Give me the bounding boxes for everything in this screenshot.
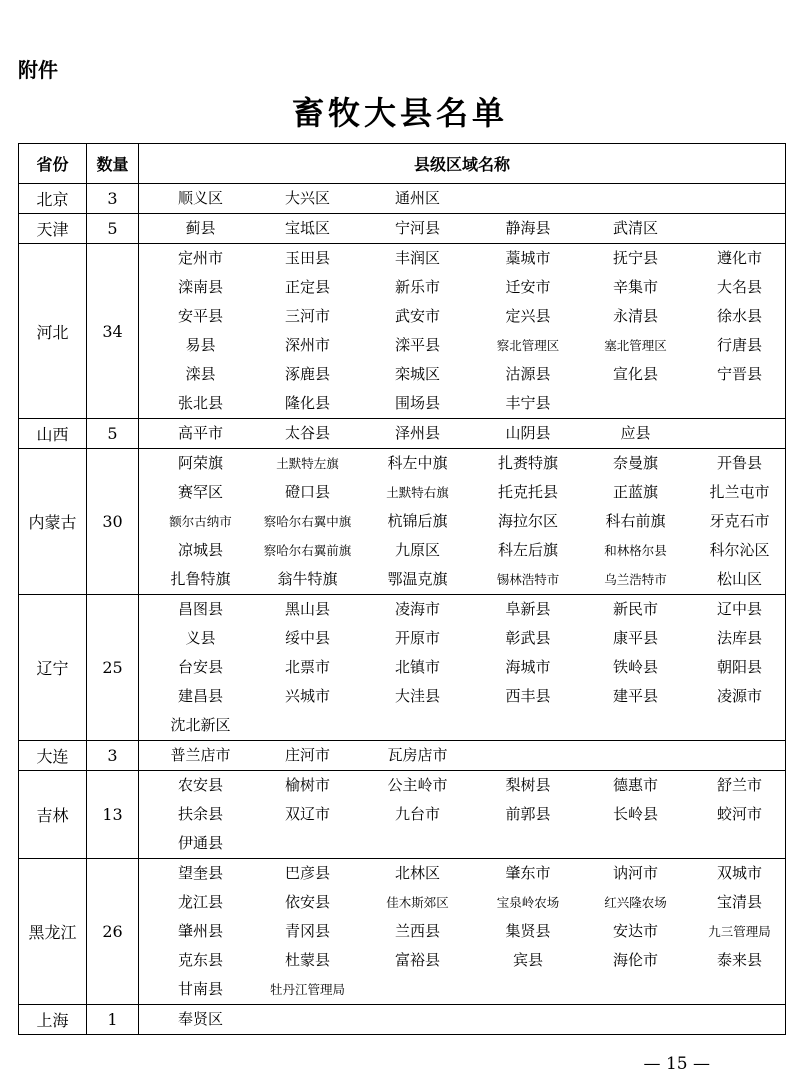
table-row <box>19 449 786 595</box>
county-name: 肇州县 <box>177 922 223 940</box>
county-name: 富裕县 <box>394 951 440 969</box>
count-cell: 3 <box>87 184 139 214</box>
county-name: 阿荣旗 <box>177 454 223 472</box>
county-name: 大洼县 <box>394 687 440 705</box>
county-name: 集贤县 <box>505 922 551 940</box>
county-name: 宝清县 <box>716 893 762 911</box>
county-name: 正蓝旗 <box>612 483 658 501</box>
county-name: 宾县 <box>512 951 543 969</box>
county-name: 宁河县 <box>394 219 440 237</box>
county-name: 藁城市 <box>505 249 551 267</box>
county-name: 康平县 <box>612 629 658 647</box>
county-name: 昌图县 <box>177 600 223 618</box>
county-name: 太谷县 <box>284 424 330 442</box>
county-name: 滦县 <box>185 365 216 383</box>
county-name: 长岭县 <box>612 805 658 823</box>
county-name: 额尔古纳市 <box>169 514 232 529</box>
county-name: 双辽市 <box>284 805 330 823</box>
county-name: 静海县 <box>505 219 551 237</box>
county-name: 建昌县 <box>177 687 223 705</box>
county-name: 辛集市 <box>612 278 658 296</box>
county-name: 涿鹿县 <box>284 365 330 383</box>
province-cell: 大连 <box>19 741 87 771</box>
county-names-cell <box>139 184 786 214</box>
county-grid <box>147 771 781 858</box>
county-name: 高平市 <box>177 424 223 442</box>
county-name: 三河市 <box>284 307 330 325</box>
county-name: 九台市 <box>394 805 440 823</box>
county-name: 伊通县 <box>177 834 223 852</box>
county-name: 扎鲁特旗 <box>170 570 231 588</box>
county-name: 察哈尔右翼前旗 <box>263 543 352 558</box>
county-names-cell <box>139 419 786 449</box>
province-cell: 山西 <box>19 419 87 449</box>
county-name: 农安县 <box>177 776 223 794</box>
county-name: 庄河市 <box>284 746 330 764</box>
county-name: 甘南县 <box>177 980 223 998</box>
county-names-cell <box>139 741 786 771</box>
county-grid <box>147 741 781 770</box>
province-cell: 天津 <box>19 214 87 244</box>
county-grid <box>147 419 781 448</box>
county-grid <box>147 1005 781 1034</box>
page-title: 畜牧大县名单 <box>291 94 508 132</box>
county-name: 建平县 <box>612 687 658 705</box>
county-name: 行唐县 <box>716 336 762 354</box>
table-row <box>19 771 786 859</box>
table-header-row <box>19 144 786 184</box>
county-name: 新乐市 <box>394 278 440 296</box>
county-name: 普兰店市 <box>170 746 231 764</box>
county-name: 绥中县 <box>284 629 330 647</box>
table-row <box>19 244 786 419</box>
table-row <box>19 184 786 214</box>
county-name: 蛟河市 <box>716 805 762 823</box>
county-name: 宁晋县 <box>716 365 762 383</box>
province-cell: 吉林 <box>19 771 87 859</box>
count-cell: 30 <box>87 449 139 595</box>
county-names-cell <box>139 214 786 244</box>
county-name: 公主岭市 <box>387 776 448 794</box>
county-name: 大兴区 <box>284 189 330 207</box>
county-name: 开鲁县 <box>716 454 762 472</box>
county-name: 土默特左旗 <box>276 456 339 471</box>
county-name: 前郭县 <box>505 805 551 823</box>
county-name: 科尔沁区 <box>709 541 770 559</box>
county-name: 定兴县 <box>505 307 551 325</box>
table-row <box>19 419 786 449</box>
county-name: 铁岭县 <box>612 658 658 676</box>
county-name: 滦平县 <box>394 336 440 354</box>
county-name: 鄂温克旗 <box>387 570 448 588</box>
header-count: 数量 <box>87 144 139 184</box>
county-name: 科左后旗 <box>497 541 558 559</box>
county-name: 泰来县 <box>716 951 762 969</box>
county-name: 玉田县 <box>284 249 330 267</box>
county-name: 徐水县 <box>716 307 762 325</box>
county-name: 龙江县 <box>177 893 223 911</box>
county-name: 克东县 <box>177 951 223 969</box>
county-name: 北票市 <box>284 658 330 676</box>
county-name: 杭锦后旗 <box>387 512 448 530</box>
county-name: 察北管理区 <box>496 338 560 353</box>
county-name: 赛罕区 <box>177 483 223 501</box>
county-name: 望奎县 <box>177 864 223 882</box>
county-name: 沽源县 <box>505 365 551 383</box>
county-name: 双城市 <box>716 864 762 882</box>
county-name: 塞北管理区 <box>604 338 667 353</box>
count-cell: 5 <box>87 419 139 449</box>
attachment-label: 附件 <box>18 58 58 82</box>
county-name: 兰西县 <box>394 922 440 940</box>
county-names-cell <box>139 244 786 419</box>
county-name: 凌海市 <box>394 600 440 618</box>
county-name: 黑山县 <box>284 600 330 618</box>
province-cell: 河北 <box>19 244 87 419</box>
county-names-cell <box>139 1005 786 1035</box>
count-cell: 34 <box>87 244 139 419</box>
county-name: 易县 <box>185 336 216 354</box>
county-name: 海伦市 <box>612 951 658 969</box>
province-cell: 辽宁 <box>19 595 87 741</box>
count-cell: 25 <box>87 595 139 741</box>
county-name: 张北县 <box>177 394 223 412</box>
county-name: 宣化县 <box>612 365 658 383</box>
county-name: 翁牛特旗 <box>277 570 338 588</box>
county-name: 蓟县 <box>185 219 216 237</box>
county-name: 永清县 <box>612 307 658 325</box>
county-grid <box>147 184 781 213</box>
county-grid <box>147 595 781 740</box>
province-cell: 上海 <box>19 1005 87 1035</box>
county-name: 彰武县 <box>505 629 551 647</box>
county-name: 丰润区 <box>394 249 440 267</box>
county-name: 安平县 <box>177 307 223 325</box>
county-table <box>18 143 786 1035</box>
county-names-cell <box>139 449 786 595</box>
county-name: 深州市 <box>284 336 330 354</box>
county-name: 宝坻区 <box>284 219 330 237</box>
header-names: 县级区域名称 <box>139 144 786 184</box>
county-name: 锡林浩特市 <box>496 572 560 587</box>
county-name: 正定县 <box>284 278 330 296</box>
county-name: 武清区 <box>612 219 658 237</box>
county-name: 通州区 <box>394 189 440 207</box>
county-name: 察哈尔右翼中旗 <box>263 514 352 529</box>
county-name: 九三管理局 <box>708 924 771 939</box>
count-cell: 1 <box>87 1005 139 1035</box>
county-names-cell <box>139 595 786 741</box>
county-name: 西丰县 <box>505 687 551 705</box>
county-name: 瓦房店市 <box>387 746 448 764</box>
county-name: 隆化县 <box>284 394 330 412</box>
county-name: 乌兰浩特市 <box>604 572 667 587</box>
table-body <box>19 184 786 1035</box>
county-name: 朝阳县 <box>716 658 762 676</box>
county-name: 依安县 <box>284 893 330 911</box>
county-name: 肇东市 <box>505 864 551 882</box>
county-name: 山阴县 <box>505 424 551 442</box>
county-name: 松山区 <box>716 570 762 588</box>
table-row <box>19 214 786 244</box>
county-name: 遵化市 <box>716 249 762 267</box>
county-name: 凉城县 <box>177 541 223 559</box>
county-name: 科右前旗 <box>605 512 666 530</box>
county-name: 佳木斯郊区 <box>386 895 449 910</box>
county-name: 海拉尔区 <box>497 512 558 530</box>
county-name: 北镇市 <box>394 658 440 676</box>
province-cell: 内蒙古 <box>19 449 87 595</box>
county-name: 牡丹江管理局 <box>269 982 345 997</box>
county-name: 梨树县 <box>505 776 551 794</box>
province-cell: 北京 <box>19 184 87 214</box>
county-name: 扎兰屯市 <box>709 483 770 501</box>
county-name: 义县 <box>185 629 216 647</box>
county-name: 沈北新区 <box>170 716 231 734</box>
county-name: 磴口县 <box>284 483 330 501</box>
county-name: 榆树市 <box>284 776 330 794</box>
county-name: 舒兰市 <box>716 776 762 794</box>
county-grid <box>147 244 781 418</box>
county-name: 扶余县 <box>177 805 223 823</box>
county-name: 新民市 <box>612 600 658 618</box>
county-name: 托克托县 <box>497 483 558 501</box>
count-cell: 13 <box>87 771 139 859</box>
county-names-cell <box>139 771 786 859</box>
county-name: 奉贤区 <box>177 1010 223 1028</box>
county-name: 扎赉特旗 <box>497 454 558 472</box>
count-cell: 5 <box>87 214 139 244</box>
county-name: 台安县 <box>177 658 223 676</box>
county-name: 牙克石市 <box>709 512 770 530</box>
county-name: 巴彦县 <box>284 864 330 882</box>
county-name: 兴城市 <box>284 687 330 705</box>
table-row <box>19 1005 786 1035</box>
county-name: 阜新县 <box>505 600 551 618</box>
county-name: 法库县 <box>716 629 762 647</box>
header-province: 省份 <box>19 144 87 184</box>
county-name: 武安市 <box>394 307 440 325</box>
table-row <box>19 741 786 771</box>
page-number: — 15 — <box>643 1054 710 1074</box>
county-name: 土默特右旗 <box>386 485 449 500</box>
county-name: 栾城区 <box>394 365 440 383</box>
county-name: 抚宁县 <box>612 249 658 267</box>
count-cell: 3 <box>87 741 139 771</box>
county-grid <box>147 859 781 1004</box>
county-name: 科左中旗 <box>387 454 448 472</box>
county-name: 宝泉岭农场 <box>496 895 560 910</box>
county-name: 九原区 <box>394 541 440 559</box>
table-row <box>19 595 786 741</box>
table-row <box>19 859 786 1005</box>
county-names-cell <box>139 859 786 1005</box>
county-name: 滦南县 <box>177 278 223 296</box>
county-name: 丰宁县 <box>505 394 551 412</box>
county-name: 北林区 <box>394 864 440 882</box>
county-name: 顺义区 <box>177 189 223 207</box>
province-cell: 黑龙江 <box>19 859 87 1005</box>
county-name: 奈曼旗 <box>612 454 658 472</box>
county-name: 围场县 <box>394 394 440 412</box>
county-name: 凌源市 <box>716 687 762 705</box>
county-name: 杜蒙县 <box>284 951 330 969</box>
county-name: 红兴隆农场 <box>604 895 667 910</box>
county-name: 青冈县 <box>284 922 330 940</box>
county-name: 大名县 <box>716 278 762 296</box>
county-name: 开原市 <box>394 629 440 647</box>
county-name: 安达市 <box>612 922 658 940</box>
county-grid <box>147 449 781 594</box>
county-name: 和林格尔县 <box>604 543 667 558</box>
county-name: 应县 <box>620 424 651 442</box>
county-grid <box>147 214 781 243</box>
county-name: 辽中县 <box>716 600 762 618</box>
county-name: 定州市 <box>177 249 223 267</box>
county-name: 海城市 <box>505 658 551 676</box>
county-name: 讷河市 <box>612 864 658 882</box>
count-cell: 26 <box>87 859 139 1005</box>
county-name: 迁安市 <box>505 278 551 296</box>
county-name: 德惠市 <box>612 776 658 794</box>
county-name: 泽州县 <box>394 424 440 442</box>
